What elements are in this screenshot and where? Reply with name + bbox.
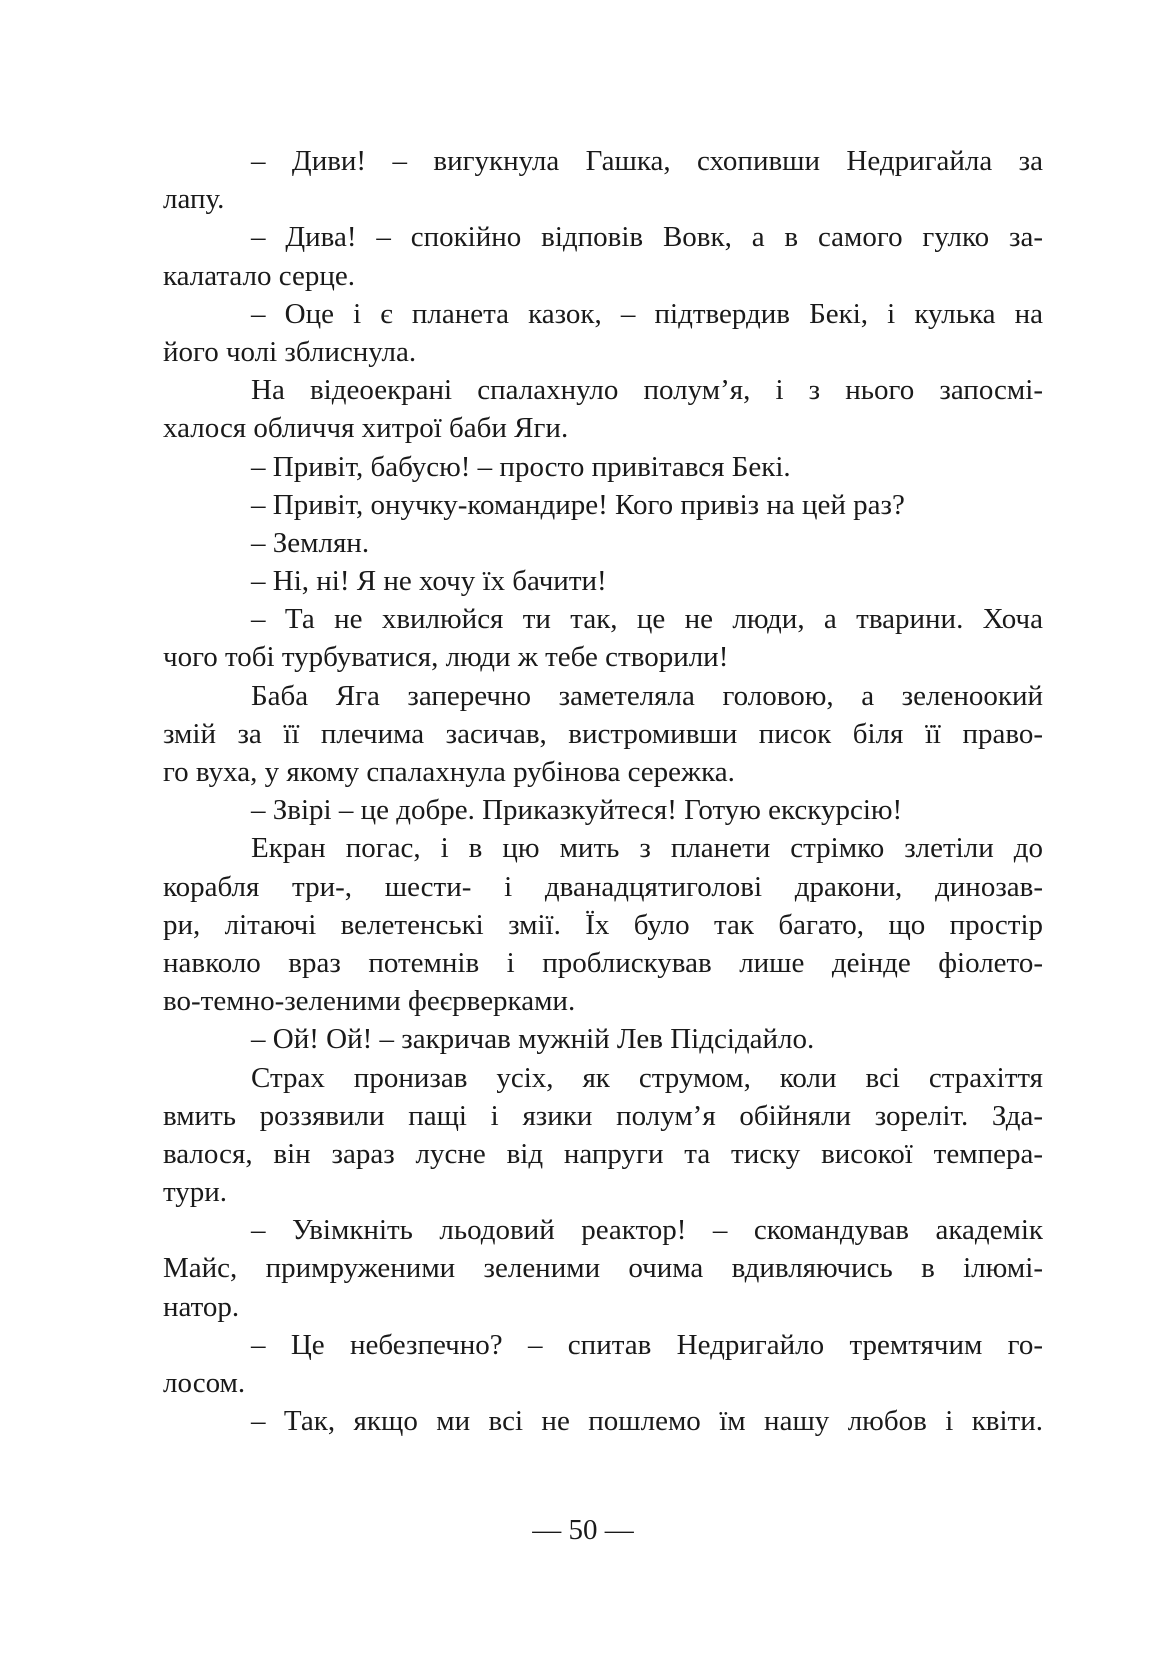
text-line: – Та не хвилюйся ти так, це не люди, а тварини. Хоча [251,603,1043,636]
text-line: калатало серце. [163,259,355,292]
text-line: навколо враз потемнів і проблискував лише деінде фіолето- [163,946,1043,979]
text-line: валося, він зараз лусне від напруги та тиску високої темпера- [163,1137,1043,1170]
text-line: – Дива! – спокійно відповів Вовк, а в самого гулко за- [251,221,1043,254]
text-line: На відеоекрані спалахнуло полум’я, і з нього запосмі- [251,374,1043,407]
text-line: – Землян. [251,526,370,559]
text-line: во-темно-зеленими феєрверками. [163,985,576,1018]
text-line: Баба Яга заперечно заметеляла головою, а зеленоокий [251,679,1043,712]
text-line: – Ой! Ой! – закричав мужній Лев Підсідайло. [251,1023,815,1056]
page-number: — 50 — [532,1514,634,1546]
text-line: його чолі зблиснула. [163,335,417,368]
text-line: вмить роззявили пащі і язики полум’я обійняли зореліт. Зда- [163,1099,1043,1132]
text-line: – Ні, ні! Я не хочу їх бачити! [251,565,607,598]
text-line: халося обличчя хитрої баби Яги. [163,412,569,445]
text-line: лапу. [163,183,225,216]
text-line: Страх пронизав усіх, як струмом, коли всі страхіття [251,1061,1043,1094]
text-line: змій за її плечима засичав, вистромивши писок біля її право- [163,717,1043,750]
text-line: натор. [163,1290,240,1323]
text-line: чого тобі турбуватися, люди ж тебе створили! [163,641,729,674]
text-line: корабля три-, шести- і дванадцятиголові дракони, динозав- [163,870,1043,903]
text-line: – Привіт, бабусю! – просто привітався Бекі. [251,450,791,483]
text-line: – Це небезпечно? – спитав Недригайло тремтячим го- [251,1328,1043,1361]
text-line: – Привіт, онучку-командире! Кого привіз на цей раз? [251,488,905,521]
text-line: – Диви! – вигукнула Гашка, схопивши Недригайла за [251,145,1043,177]
text-line: Майс, примруженими зеленими очима вдивляючись в ілюмі- [163,1252,1043,1285]
text-line: – Звірі – це добре. Приказкуйтеся! Готую екскурсію! [251,794,903,827]
text-line: Екран погас, і в цю мить з планети стрімко злетіли до [251,832,1043,865]
text-line: – Так, якщо ми всі не пошлемо їм нашу любов і квіти. [251,1405,1043,1438]
text-line: го вуха, у якому спалахнула рубінова сережка. [163,756,735,788]
text-line: – Оце і є планета казок, – підтвердив Бекі, і кулька на [251,297,1043,330]
text-line: ри, літаючі велетенські змії. Їх було так багато, що простір [163,908,1043,941]
text-line: тури. [163,1176,228,1209]
text-line: лосом. [163,1367,246,1399]
text-line: – Увімкніть льодовий реактор! – скомандував академік [251,1214,1043,1247]
body-text [163,142,1043,1440]
